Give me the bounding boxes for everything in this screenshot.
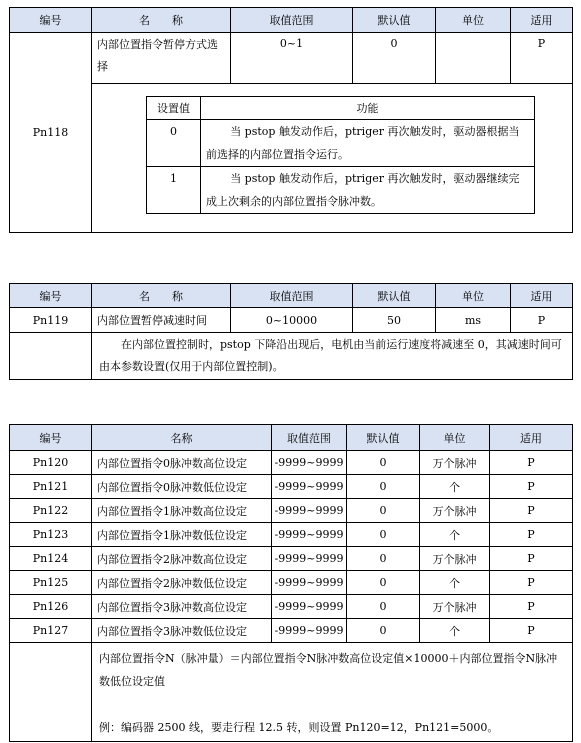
param-code: Pn126 [10,595,92,619]
param-unit: 个 [420,571,490,595]
param-code: Pn123 [10,523,92,547]
param-range: -9999~9999 [272,499,347,523]
param-unit: 个 [420,475,490,499]
param-table-pn119 [9,283,573,380]
table-row [10,475,573,499]
param-applies: P [490,595,573,619]
param-default: 0 [347,451,420,475]
table-row [10,547,573,571]
header-default: 默认值 [353,8,436,33]
param-unit: ms [436,308,511,333]
header-code: 编号 [10,425,92,451]
param-name: 内部位置暂停减速时间 [92,308,231,333]
header-applies: 适用 [511,284,573,308]
param-default: 0 [347,547,420,571]
setting-header-value: 设置值 [147,97,201,120]
param-name: 内部位置指令0脉冲数高位设定 [92,451,272,475]
param-name: 内部位置指令2脉冲数高位设定 [92,547,272,571]
param-range: -9999~9999 [272,547,347,571]
param-name: 内部位置指令1脉冲数低位设定 [92,523,272,547]
setting-function: 当 pstop 触发动作后，ptriger 再次触发时，驱动器继续完成上次剩余的内部位置指令脉冲数。 [201,167,535,214]
param-applies: P [490,523,573,547]
param-applies: P [511,308,573,333]
header-unit: 单位 [420,425,490,451]
param-range: -9999~9999 [272,595,347,619]
param-code: Pn118 [10,33,92,233]
param-unit [436,33,511,84]
param-range: -9999~9999 [272,571,347,595]
param-name: 内部位置指令2脉冲数低位设定 [92,571,272,595]
param-code: Pn125 [10,571,92,595]
param-default: 0 [347,619,420,643]
param-code: Pn120 [10,451,92,475]
header-default: 默认值 [347,425,420,451]
header-code: 编号 [10,284,92,308]
param-range: 0~1 [231,33,353,84]
param-name: 内部位置指令1脉冲数高位设定 [92,499,272,523]
param-range: -9999~9999 [272,523,347,547]
formula-text: 内部位置指令N（脉冲量）＝内部位置指令N脉冲数高位设定值×10000＋内部位置指令N脉冲数低位设定值 [99,652,558,688]
setting-function: 当 pstop 触发动作后，ptriger 再次触发时，驱动器根据当前选择的内部位置指令运行。 [201,120,535,167]
param-default: 0 [347,499,420,523]
table-row [10,571,573,595]
header-unit: 单位 [436,284,511,308]
param-description [92,643,573,742]
header-range: 取值范围 [231,8,353,33]
param-default: 0 [353,33,436,84]
param-name: 内部位置指令3脉冲数高位设定 [92,595,272,619]
param-default: 0 [347,475,420,499]
param-unit: 万个脉冲 [420,547,490,571]
param-range: 0~10000 [231,308,353,333]
table-row [10,595,573,619]
param-applies: P [490,547,573,571]
param-code: Pn124 [10,547,92,571]
setting-row [147,167,535,214]
param-range: -9999~9999 [272,619,347,643]
header-code: 编号 [10,8,92,33]
param-code: Pn119 [10,308,92,333]
param-applies: P [490,475,573,499]
blank-cell [10,643,92,742]
table-row [10,499,573,523]
param-default: 0 [347,571,420,595]
header-name: 名 称 [92,8,231,33]
setting-value: 0 [147,120,201,167]
header-unit: 单位 [436,8,511,33]
param-name: 内部位置指令暂停方式选择 [92,33,231,84]
param-description [92,84,573,233]
blank-cell [10,333,92,380]
param-code: Pn122 [10,499,92,523]
header-default: 默认值 [353,284,436,308]
setting-header-function: 功能 [201,97,535,120]
param-default: 0 [347,595,420,619]
param-table-pn120-127 [9,424,573,742]
param-default: 0 [347,523,420,547]
table-row [10,619,573,643]
param-applies: P [490,451,573,475]
header-range: 取值范围 [272,425,347,451]
header-applies: 适用 [511,8,573,33]
header-range: 取值范围 [231,284,353,308]
param-unit: 万个脉冲 [420,499,490,523]
param-description: 在内部位置控制时，pstop 下降沿出现后，电机由当前运行速度将减速至 0，其减速时间可由本参数设置(仅用于内部位置控制)。 [92,333,573,380]
param-table-pn118 [9,7,573,233]
param-applies: P [511,33,573,84]
param-name: 内部位置指令3脉冲数低位设定 [92,619,272,643]
param-range: -9999~9999 [272,475,347,499]
header-name: 名称 [92,425,272,451]
setting-row [147,120,535,167]
param-unit: 个 [420,523,490,547]
setting-value: 1 [147,167,201,214]
param-unit: 万个脉冲 [420,595,490,619]
header-name: 名 称 [92,284,231,308]
header-applies: 适用 [490,425,573,451]
param-applies: P [490,499,573,523]
param-applies: P [490,619,573,643]
table-row [10,523,573,547]
param-unit: 万个脉冲 [420,451,490,475]
param-unit: 个 [420,619,490,643]
param-code: Pn127 [10,619,92,643]
table-row [10,451,573,475]
param-code: Pn121 [10,475,92,499]
example-text: 例：编码器 2500 线，要走行程 12.5 转，则设置 Pn120=12，Pn121=5000。 [99,721,499,734]
param-range: -9999~9999 [272,451,347,475]
param-default: 50 [353,308,436,333]
param-applies: P [490,571,573,595]
param-name: 内部位置指令0脉冲数低位设定 [92,475,272,499]
setting-table [146,96,535,214]
